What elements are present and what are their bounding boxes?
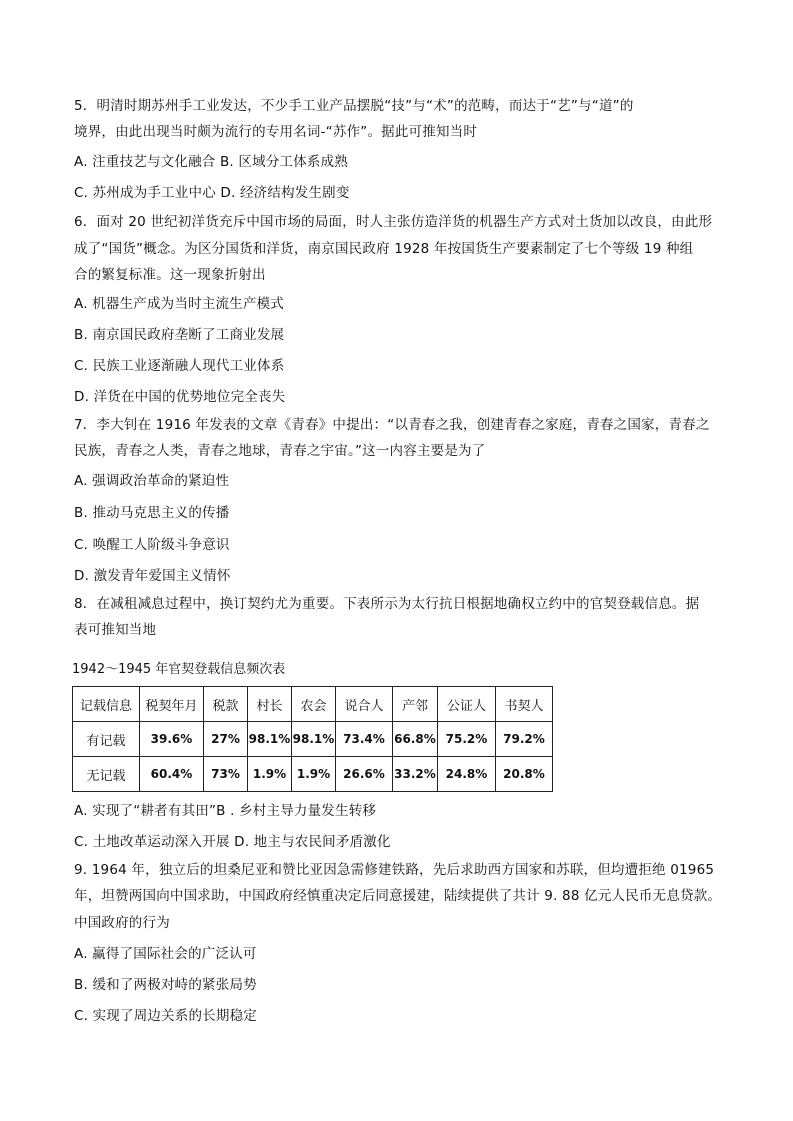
q9-stem-line2: 年，坦赞两国向中国求助，中国政府经慎重决定后同意援建，陆续提供了共计 9. 88 亿元人民币无息贷款。 bbox=[74, 888, 722, 904]
q6-option-b: B. 南京国民政府垄断了工商业发展 bbox=[74, 327, 285, 343]
table-cell: 39.6% bbox=[140, 722, 204, 757]
q8-stem-line1: 8．在减租减息过程中，换订契约尤为重要。下表所示为太行抗日根据地确权立约中的官契登载信息。据 bbox=[74, 596, 700, 612]
q7-option-d: D. 激发青年爱国主义情怀 bbox=[74, 568, 231, 584]
table-cell: 73% bbox=[204, 757, 248, 792]
table-cell: 1.9% bbox=[248, 757, 292, 792]
q8-options-cd: C. 土地改革运动深入开展 D. 地主与农民间矛盾激化 bbox=[74, 834, 391, 850]
table-header-cell: 产邻 bbox=[393, 687, 438, 722]
table-cell: 98.1% bbox=[292, 722, 336, 757]
q6-stem-line1: 6．面对 20 世纪初洋货充斥中国市场的局面，时人主张仿造洋货的机器生产方式对土货加以改良，由此形 bbox=[74, 214, 713, 230]
q9-stem-line3: 中国政府的行为 bbox=[74, 915, 170, 931]
table-cell: 73.4% bbox=[336, 722, 393, 757]
q9-option-b: B. 缓和了两极对峙的紧张局势 bbox=[74, 977, 257, 993]
q8-options-ab: A. 实现了“耕者有其田”B . 乡村主导力量发生转移 bbox=[74, 803, 377, 819]
q6-stem-line2: 成了“国货”概念。为区分国货和洋货，南京国民政府 1928 年按国货生产要素制定了七个等级 19 种组 bbox=[74, 241, 694, 257]
table-cell: 60.4% bbox=[140, 757, 204, 792]
table-cell: 20.8% bbox=[496, 757, 553, 792]
q7-stem-line2: 民族，青春之人类，青春之地球，青春之宇宙。”这一内容主要是为了 bbox=[74, 443, 486, 459]
table-header-cell: 记载信息 bbox=[73, 687, 140, 722]
q7-option-a: A. 强调政治革命的紧迫性 bbox=[74, 473, 230, 489]
table-header-cell: 农会 bbox=[292, 687, 336, 722]
q9-stem-line1: 9. 1964 年，独立后的坦桑尼亚和赞比亚因急需修建铁路，先后求助西方国家和苏联，但均遭拒绝 01965 bbox=[74, 862, 715, 878]
q5-stem-line1: 5．明清时期苏州手工业发达，不少手工业产品摆脱“技”与“术”的范畴，而达于“艺”与“道”的 bbox=[74, 98, 634, 114]
q8-stem-line2: 表可推知当地 bbox=[74, 622, 157, 638]
table-header-cell: 村长 bbox=[248, 687, 292, 722]
table-header-cell: 税款 bbox=[204, 687, 248, 722]
table-row bbox=[73, 757, 553, 792]
frequency-table bbox=[72, 686, 553, 792]
q6-option-d: D. 洋货在中国的优势地位完全丧失 bbox=[74, 389, 286, 405]
q6-option-a: A. 机器生产成为当时主流生产模式 bbox=[74, 296, 284, 312]
q7-option-b: B. 推动马克思主义的传播 bbox=[74, 505, 230, 521]
table-row-label: 无记载 bbox=[73, 757, 140, 792]
table-cell: 1.9% bbox=[292, 757, 336, 792]
table-header-row bbox=[73, 687, 553, 722]
q7-option-c: C. 唤醒工人阶级斗争意识 bbox=[74, 537, 230, 553]
table-header-cell: 公证人 bbox=[438, 687, 496, 722]
table-row bbox=[73, 722, 553, 757]
table-cell: 98.1% bbox=[248, 722, 292, 757]
table-header-cell: 税契年月 bbox=[140, 687, 204, 722]
q6-stem-line3: 合的繁复标准。这一现象折射出 bbox=[74, 267, 266, 283]
table-cell: 27% bbox=[204, 722, 248, 757]
q9-option-c: C. 实现了周边关系的长期稳定 bbox=[74, 1008, 258, 1024]
table-cell: 24.8% bbox=[438, 757, 496, 792]
q5-options-ab: A. 注重技艺与文化融合 B. 区域分工体系成熟 bbox=[74, 154, 349, 170]
q5-stem-line2: 境界，由此出现当时颇为流行的专用名词-“苏作”。据此可推知当时 bbox=[74, 124, 478, 140]
table-cell: 33.2% bbox=[393, 757, 438, 792]
q7-stem-line1: 7．李大钊在 1916 年发表的文章《青春》中提出：“以青春之我，创建青春之家庭，青春之国家，青春之 bbox=[74, 417, 710, 433]
table-caption: 1942～1945 年官契登载信息频次表 bbox=[72, 662, 286, 677]
table-cell: 79.2% bbox=[496, 722, 553, 757]
q9-option-a: A. 赢得了国际社会的广泛认可 bbox=[74, 946, 257, 962]
table-cell: 75.2% bbox=[438, 722, 496, 757]
table-cell: 66.8% bbox=[393, 722, 438, 757]
table-row-label: 有记载 bbox=[73, 722, 140, 757]
table-header-cell: 说合人 bbox=[336, 687, 393, 722]
q6-option-c: C. 民族工业逐渐融人现代工业体系 bbox=[74, 358, 285, 374]
table-header-cell: 书契人 bbox=[496, 687, 553, 722]
q5-options-cd: C. 苏州成为手工业中心 D. 经济结构发生剧变 bbox=[74, 185, 350, 201]
table-cell: 26.6% bbox=[336, 757, 393, 792]
